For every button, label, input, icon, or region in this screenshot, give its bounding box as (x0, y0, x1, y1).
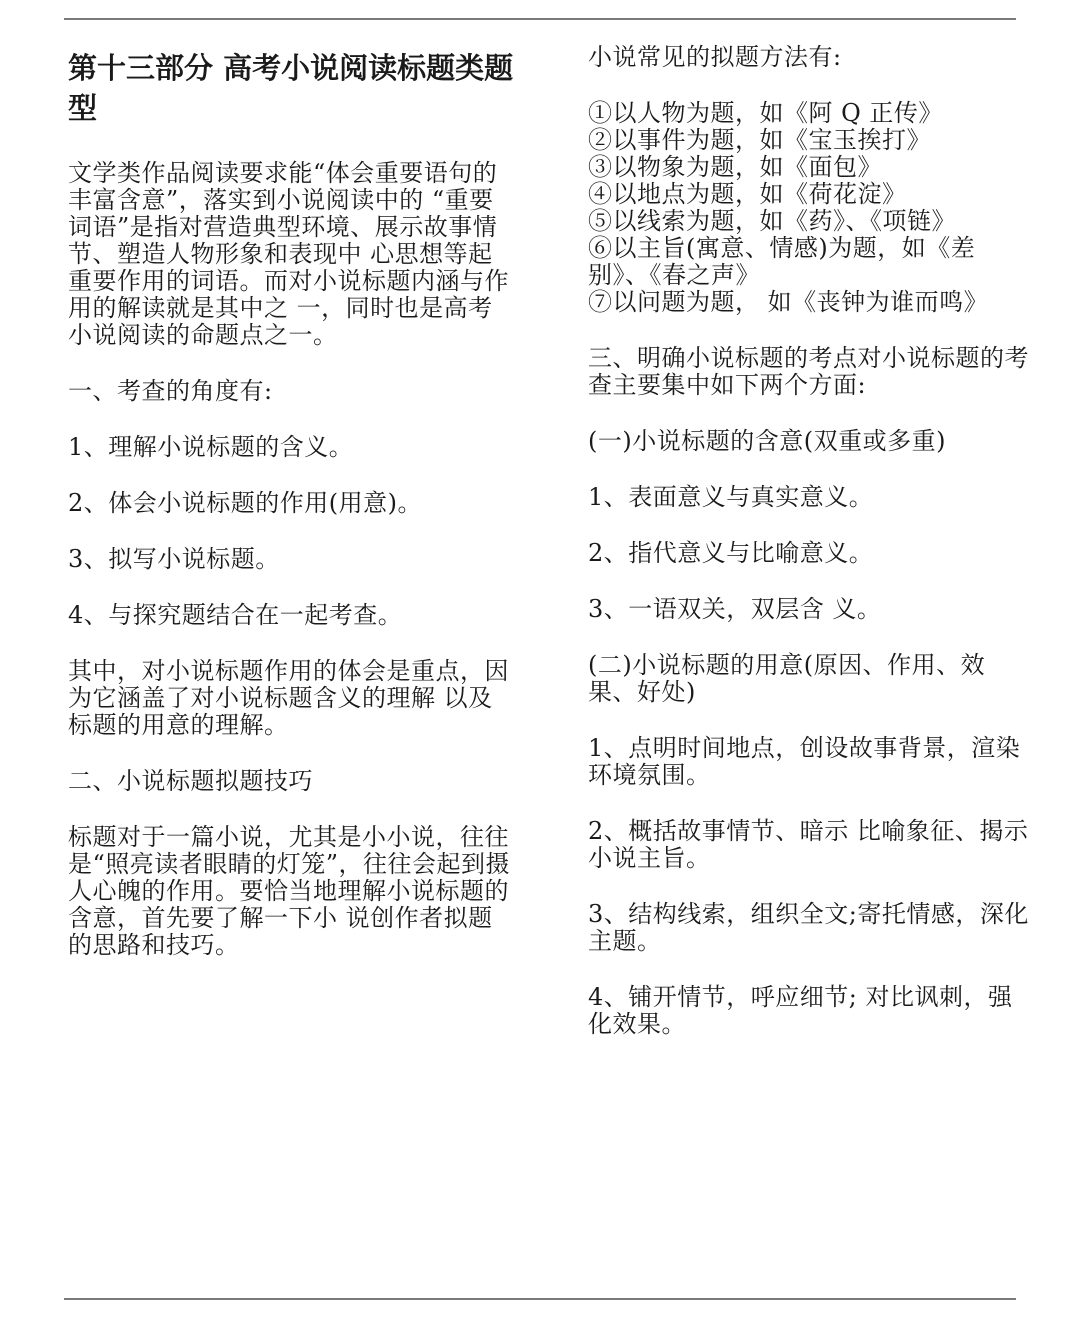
purpose-item-2: 2、概括故事情节、暗示 比喻象征、揭示小说主旨。 (588, 817, 1029, 872)
meaning-item-2: 2、指代意义与比喻意义。 (588, 539, 874, 567)
left-column (68, 44, 514, 988)
angle-item-2: 2、体会小说标题的作用(用意)。 (68, 489, 422, 517)
method-item-3: ③以物象为题，如《面包》 (588, 153, 882, 181)
right-column (588, 44, 1034, 1067)
purpose-item-1: 1、点明时间地点，创设故事背景，渲染环境氛围。 (588, 734, 1021, 789)
method-item-2: ②以事件为题，如《宝玉挨打》 (588, 126, 931, 154)
meaning-item-3: 3、一语双关，双层含 义。 (588, 595, 882, 623)
method-item-4: ④以地点为题，如《荷花淀》 (588, 180, 907, 208)
angle-item-1: 1、理解小说标题的含义。 (68, 433, 354, 461)
methods-heading: 小说常见的拟题方法有: (588, 43, 842, 71)
methods-list (588, 100, 1034, 316)
angle-item-3: 3、拟写小说标题。 (68, 545, 280, 573)
sub1-heading: (一)小说标题的含意(双重或多重) (588, 427, 946, 455)
method-item-1: ①以人物为题，如《阿 Q 正传》 (588, 99, 943, 127)
meaning-item-1: 1、表面意义与真实意义。 (588, 483, 874, 511)
intro-paragraph: 文学类作品阅读要求能“体会重要语句的丰富含意”，落实到小说阅读中的 “重要词语”是指对营造典型环境、展示故事情节、塑造人物形象和表现中 心思想等起重要作用的词语。而对小说标题内涵与作用的解读就是其中之 一，同时也是高考小说阅读的命题点之一。 (68, 159, 509, 349)
section2-heading: 二、小说标题拟题技巧 (68, 767, 313, 795)
bottom-divider (64, 1298, 1016, 1300)
section1-heading: 一、考查的角度有: (68, 377, 273, 405)
angle-item-4: 4、与探究题结合在一起考查。 (68, 601, 403, 629)
page-title: 第十三部分 高考小说阅读标题类题型 (68, 51, 514, 125)
sub2-heading: (二)小说标题的用意(原因、作用、效果、好处) (588, 651, 986, 706)
method-item-5: ⑤以线索为题，如《药》、《项链》 (588, 207, 956, 235)
purpose-item-4: 4、铺开情节，呼应细节; 对比讽刺，强化效果。 (588, 983, 1013, 1038)
top-divider (64, 18, 1016, 20)
emphasis-paragraph: 其中，对小说标题作用的体会是重点，因为它涵盖了对小说标题含义的理解 以及标题的用意的理解。 (68, 657, 509, 739)
method-item-7: ⑦以问题为题， 如《丧钟为谁而鸣》 (588, 288, 989, 316)
technique-paragraph: 标题对于一篇小说，尤其是小小说，往往是“照亮读者眼睛的灯笼”，往往会起到摄人心魄的作用。要恰当地理解小说标题的含意，首先要了解一下小 说创作者拟题的思路和技巧。 (68, 823, 511, 959)
section3-heading: 三、明确小说标题的考点对小说标题的考查主要集中如下两个方面: (588, 344, 1029, 399)
method-item-6: ⑥以主旨(寓意、情感)为题，如《差别》、《春之声》 (588, 234, 976, 289)
purpose-item-3: 3、结构线索，组织全文;寄托情感，深化主题。 (588, 900, 1029, 955)
